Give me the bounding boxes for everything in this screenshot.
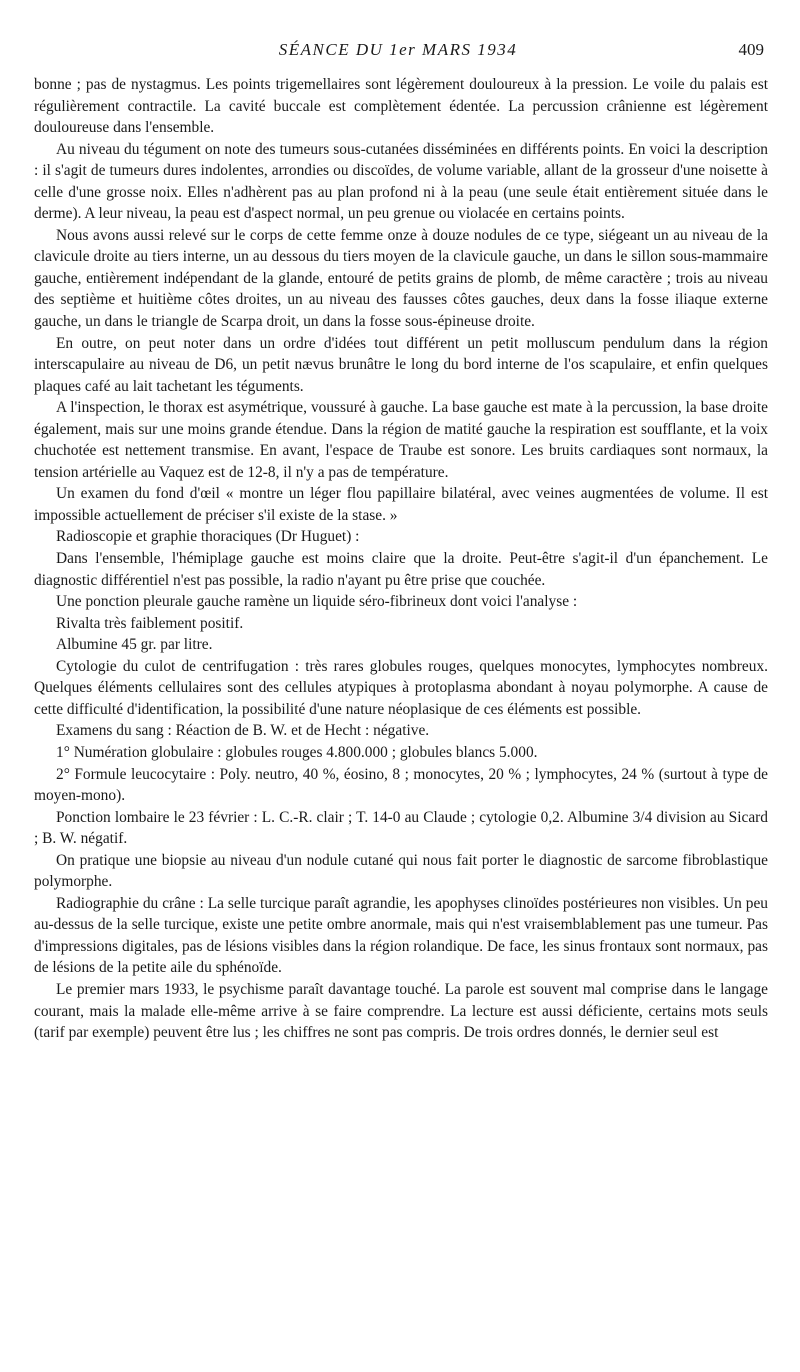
paragraph-heading: Radioscopie et graphie thoraciques (Dr Huguet) : [56, 528, 360, 546]
paragraph: 2° Formule leucocytaire : Poly. neutro, 40 %, éosino, 8 ; monocytes, 20 % ; lymphocytes, 24 % (surtout à type de moyen-mono). [34, 765, 768, 805]
paragraph: Cytologie du culot de centrifugation : très rares globules rouges, quelques monocytes, lymphocytes nombreux. Quelques éléments cellulaires sont des cellules atypiques à protoplasma abondant à noyau polymorphe. A cause de cette difficulté d'identification, la possibilité d'une nature néoplasique de ces éléments est possible. [34, 657, 768, 718]
paragraph: Ponction lombaire le 23 février : L. C.-R. clair ; T. 14-0 au Claude ; cytologie 0,2. Albumine 3/4 division au Sicard ; B. W. négatif. [34, 808, 768, 848]
paragraph: Le premier mars 1933, le psychisme paraît davantage touché. La parole est souvent mal comprise dans le langage courant, mais la malade elle-même arrive à se faire comprendre. La lecture est aussi déficiente, certains mots seuls (tarif par exemple) peuvent être lus ; les chiffres ne sont pas compris. De trois ordres donnés, le dernier seul est [34, 980, 768, 1042]
paragraph: Un examen du fond d'œil « montre un léger flou papillaire bilatéral, avec veines augmentées de volume. Il est impossible actuellement de préciser s'il existe de la stase. » [34, 485, 768, 524]
paragraph: Rivalta très faiblement positif. [56, 614, 244, 632]
paragraph: bonne ; pas de nystagmus. Les points trigemellaires sont légèrement douloureux à la pression. Le voile du palais est régulièrement contractile. La cavité buccale est complètement édentée. La percussion crânienne est légèrement douloureuse dans l'ensemble. [34, 76, 768, 137]
page-number: 409 [738, 40, 764, 59]
body-text [34, 74, 768, 1044]
paragraph: Albumine 45 gr. par litre. [56, 636, 213, 654]
paragraph: Radiographie du crâne : La selle turcique paraît agrandie, les apophyses clinoïdes postérieures non visibles. Un peu au-dessus de la selle turcique, existe une petite ombre anormale, mais qui n'est vraisemblablement pas une tumeur. Pas d'impressions digitales, pas de lésions visibles dans la région rolandique. De face, les sinus frontaux sont normaux, pas de lésions de la petite aile du sphénoïde. [34, 894, 768, 977]
paragraph: Dans l'ensemble, l'hémiplage gauche est moins claire que la droite. Peut-être s'agit-il d'un épanchement. Le diagnostic différentiel n'est pas possible, la radio n'ayant pu être prise que couchée. [34, 550, 768, 589]
paragraph: On pratique une biopsie au niveau d'un nodule cutané qui nous fait porter le diagnostic de sarcome fibroblastique polymorphe. [34, 851, 768, 891]
running-title: SÉANCE DU 1er MARS 1934 [278, 40, 518, 59]
paragraph: Une ponction pleurale gauche ramène un liquide séro-fibrineux dont voici l'analyse : [56, 593, 578, 611]
paragraph: 1° Numération globulaire : globules rouges 4.800.000 ; globules blancs 5.000. [56, 743, 538, 761]
running-header [32, 40, 764, 66]
paragraph: Nous avons aussi relevé sur le corps de cette femme onze à douze nodules de ce type, siégeant un au niveau de la clavicule droite au tiers interne, un au dessous du tiers moyen de la clavicule gauche, un dans le sillon sous-mammaire gauche, entièrement indépendant de la glande, entouré de petits grains de plomb, de même caractère ; trois au niveau des septième et huitième côtes droites, un au niveau des fausses côtes gauches, deux dans la fosse iliaque externe gauche, un dans le triangle de Scarpa droit, un dans la fosse sous-épineuse droite. [34, 226, 768, 331]
paragraph: Au niveau du tégument on note des tumeurs sous-cutanées disséminées en différents points. En voici la description : il s'agit de tumeurs dures indolentes, arrondies ou discoïdes, de volume variable, allant de la grosseur d'une noisette à celle d'une grosse noix. Elles n'adhèrent pas au plan profond ni à la peau (une seule était entièrement située dans le derme). A leur niveau, la peau est d'aspect normal, un peu grenue ou violacée en certains points. [34, 140, 768, 223]
paragraph: Examens du sang : Réaction de B. W. et de Hecht : négative. [56, 722, 430, 740]
paragraph: En outre, on peut noter dans un ordre d'idées tout différent un petit molluscum pendulum dans la région interscapulaire au niveau de D6, un petit nævus brunâtre le long du bord interne de l'os scapulaire, et enfin quelques plaques café au lait tachetant les téguments. [34, 334, 768, 395]
paragraph: A l'inspection, le thorax est asymétrique, voussuré à gauche. La base gauche est mate à la percussion, la base droite également, mais sur une moins grande étendue. Dans la région de matité gauche la respiration est soufflante, et la voix chuchotée est nettement transmise. En avant, l'espace de Traube est sonore. Les bruits cardiaques sont normaux, la tension artérielle au Vaquez est de 12-8, il n'y a pas de température. [34, 399, 768, 481]
